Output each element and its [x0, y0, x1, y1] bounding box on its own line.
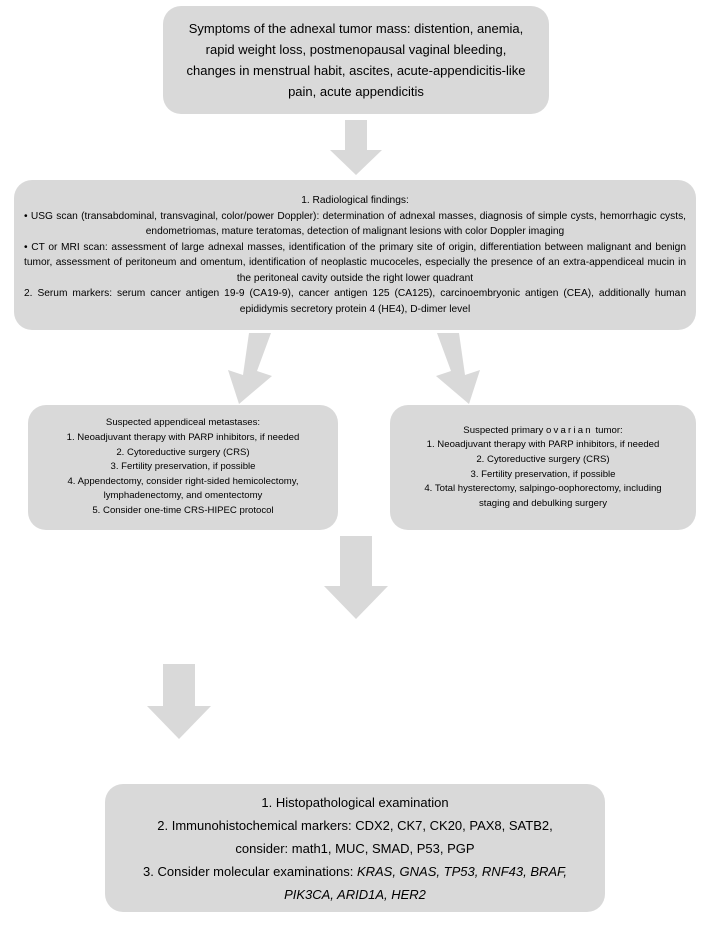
ovarian-title-keyword: ovarian: [545, 424, 593, 436]
ovarian-line-4b: staging and debulking surgery: [478, 497, 607, 509]
arrow-branches-to-pathology-center: [322, 536, 390, 620]
appendiceal-line-4a: 4. Appendectomy, consider right-sided hemicolectomy,: [67, 475, 299, 487]
pathology-line-3: consider: math1, MUC, SMAD, P53, PGP: [235, 840, 475, 856]
pathology-genes-1: KRAS, GNAS, TP53, RNF43, BRAF,: [356, 863, 567, 879]
ovarian-tumor-box: [390, 405, 696, 530]
pathology-box: [105, 784, 605, 912]
pathology-line-4-prefix: 3. Consider molecular examinations:: [143, 863, 357, 879]
ovarian-line-4a: 4. Total hysterectomy, salpingo-oophorectomy, including: [424, 483, 662, 495]
diagnostics-ct-mri-line: • CT or MRI scan: assessment of large adnexal masses, identification of the primary site of origin, differentiation between malignant and benign tumor, assessment of peritoneum and omentum, identification of neoplastic mucoceles, especially the presence of an extra-appendiceal mucin in the peritoneal cavity outside the right lower quadrant: [24, 241, 686, 284]
diagnostics-usg-line: • USG scan (transabdominal, transvaginal, color/power Doppler): determination of adnexal masses, diagnosis of simple cysts, hemorrhagic cysts, endometriomas, mature teratomas, detection of malignant lesions with color Doppler imaging: [24, 210, 686, 237]
ovarian-title-suffix: tumor:: [592, 424, 623, 436]
appendiceal-line-2: 2. Cytoreductive surgery (CRS): [116, 446, 250, 458]
arrow-diagnostics-to-ovarian: [414, 333, 492, 405]
appendiceal-title: Suspected appendiceal metastases:: [105, 417, 261, 429]
symptoms-line-3: changes in menstrual habit, ascites, acute-appendicitis-like: [186, 63, 526, 78]
diagnostics-serum-markers-line: 2. Serum markers: serum cancer antigen 19-9 (CA19-9), cancer antigen 125 (CA125), carcinoembryonic antigen (CEA), additionally human epididymis secretory protein 4 (HE4), D-dimer level: [24, 288, 686, 315]
arrow-diagnostics-to-appendiceal: [216, 333, 294, 405]
pathology-line-2: 2. Immunohistochemical markers: CDX2, CK7, CK20, PAX8, SATB2,: [157, 817, 553, 833]
pathology-genes-2: PIK3CA, ARID1A, HER2: [284, 886, 426, 902]
diagnostics-box: [14, 180, 696, 330]
appendiceal-line-4b: lymphadenectomy, and omentectomy: [103, 490, 263, 502]
diagnostics-heading: 1. Radiological findings:: [301, 195, 409, 206]
arrow-to-pathology: [145, 664, 213, 740]
appendiceal-line-1: 1. Neoadjuvant therapy with PARP inhibitors, if needed: [66, 432, 300, 444]
ovarian-line-1: 1. Neoadjuvant therapy with PARP inhibitors, if needed: [426, 439, 660, 451]
ovarian-title: [402, 424, 684, 439]
appendiceal-line-5: 5. Consider one-time CRS-HIPEC protocol: [92, 504, 274, 516]
symptoms-line-4: pain, acute appendicitis: [288, 84, 424, 99]
pathology-line-4: [121, 860, 589, 883]
symptoms-box: [163, 6, 549, 114]
symptoms-line-1: Symptoms of the adnexal tumor mass: distention, anemia,: [188, 21, 524, 36]
arrow-symptoms-to-diagnostics: [329, 120, 383, 176]
appendiceal-line-3: 3. Fertility preservation, if possible: [110, 461, 256, 473]
ovarian-title-prefix: Suspected primary: [463, 424, 546, 436]
pathology-line-1: 1. Histopathological examination: [261, 794, 449, 810]
ovarian-line-2: 2. Cytoreductive surgery (CRS): [476, 453, 610, 465]
symptoms-line-2: rapid weight loss, postmenopausal vaginal bleeding,: [205, 42, 507, 57]
ovarian-line-3: 3. Fertility preservation, if possible: [470, 468, 616, 480]
appendiceal-metastases-box: [28, 405, 338, 530]
